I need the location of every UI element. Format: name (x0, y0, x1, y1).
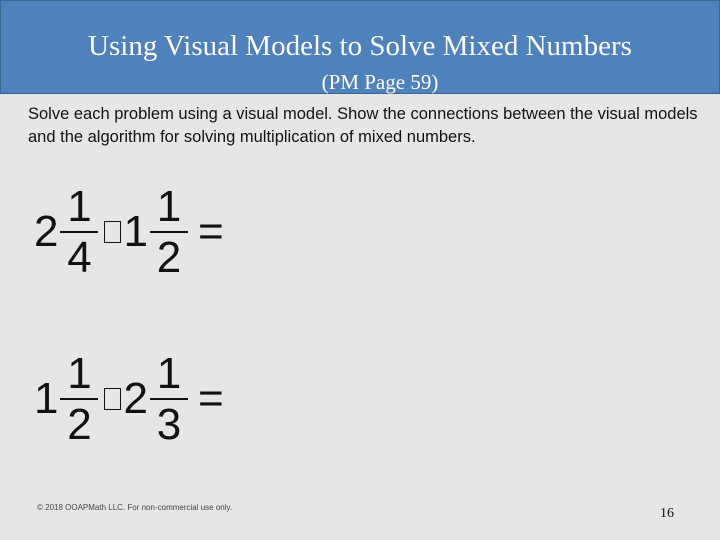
mixed-number-whole: 2 (123, 374, 148, 423)
equals-sign: = (197, 207, 224, 256)
title-bar (0, 0, 720, 94)
numerator: 1 (67, 182, 92, 231)
problem-1 (34, 183, 224, 281)
denominator: 2 (67, 400, 92, 449)
fraction (150, 350, 188, 448)
equals-sign: = (197, 374, 224, 423)
numerator: 1 (156, 349, 182, 398)
slide-subtitle: (PM Page 59) (321, 70, 439, 94)
fraction (60, 183, 98, 281)
missing-operator-glyph (104, 388, 121, 410)
denominator: 2 (156, 233, 182, 282)
denominator: 4 (67, 233, 92, 282)
fraction (60, 350, 98, 448)
mixed-number-whole: 1 (34, 374, 59, 423)
missing-operator-glyph (104, 221, 121, 243)
copyright-notice: © 2018 OOAPMath LLC. For non-commercial use only. (37, 503, 233, 512)
page-number: 16 (660, 506, 674, 521)
slide-title: Using Visual Models to Solve Mixed Numbers (88, 30, 632, 62)
mixed-number-whole: 1 (123, 207, 148, 256)
denominator: 3 (156, 400, 182, 449)
fraction (150, 183, 188, 281)
problem-2 (34, 350, 224, 448)
numerator: 1 (67, 349, 92, 398)
numerator: 1 (156, 182, 182, 231)
mixed-number-whole: 2 (34, 207, 59, 256)
instructions-text: Solve each problem using a visual model. Show the connections between the visual models and the algorithm for solving multiplication of mixed numbers. (28, 105, 698, 146)
